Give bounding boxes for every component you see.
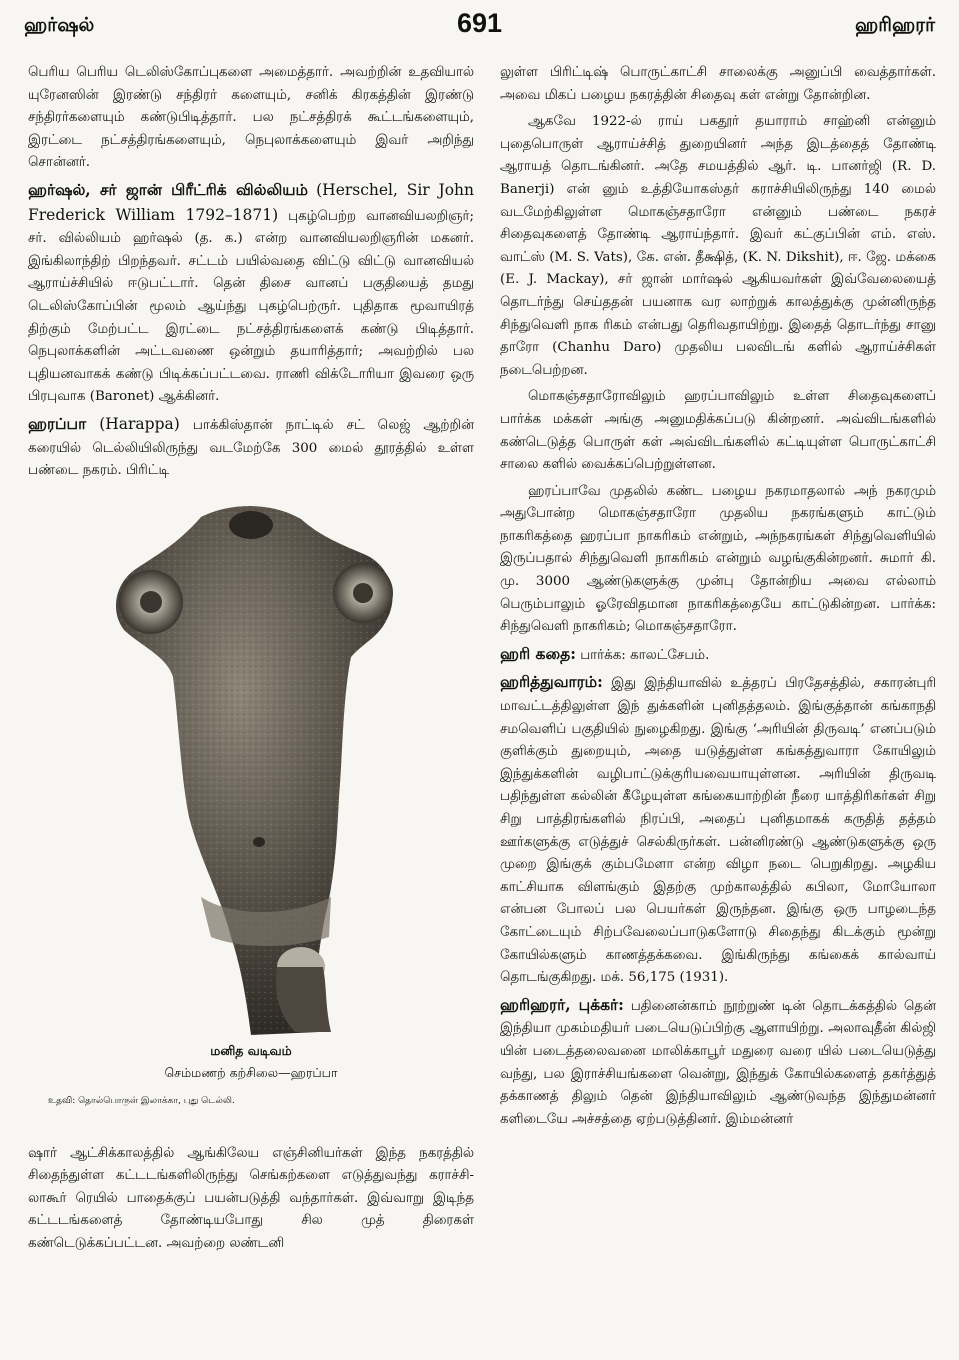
entry-herschel-john (28, 179, 474, 409)
running-head-right: ஹரிஹரர் (855, 14, 935, 36)
entry-headword: ஹரித்துவாரம்: (500, 672, 603, 692)
entry-body: பார்க்க: காலட்சேபம். (580, 647, 710, 663)
entry-body: இது இந்தியாவில் உத்தரப் பிரதேசத்தில், சகாரன்புரி மாவட்டத்திலுள்ள இந் துக்களின் புனிதத்தலம். இங்குத்தான் கங்காநதி சமவெளிப் பகுதியில் நுழைகிறது. இங்கு ‘அரியின் திருவடி’ எனப்படும் குளிக்கும் துறையும், அதை யடுத்துள்ள கங்கத்துவாரா கோயிலும் இந்துக்களின் வழிபாட்டுக்குரியவையாயுள்ளன. அரியின் திருவடி பதிந்துள்ள கல்லின் கீழேயுள்ள கங்கையாற்றின் நீரை யாத்திரிகர்கள் சிறு சிறு பாத்திரங்களில் நிரப்பி, அதைப் புனிதமாகக் கருதித் தத்தம் ஊர்களுக்கு எடுத்துச் செல்கிருர்கள். பன்னிரண்டு ஆண்டுகளுக்கு ஒரு முறை இங்குக் கும்பமேளா என்ற விழா நடை பெறுகிறது. அழகிய காட்சியாக விளங்கும் இதற்கு முற்காலத்தில் கபிலா, மோயோலா என்பன போலப் பல பெயர்கள் இருந்தன. இங்கு ஒரு பாழடைந்த கோட்டையும் சிற்பவேலைப்பாடுகளோடு சிதைந்து கிடக்கும் மூன்று கோயில்களும் காணத்தக்கவை. இங்கிருந்து கங்கைக் கால்வாய் தொடங்குகிறது. மக். 56,175 (1931). (500, 676, 936, 986)
right-column (500, 62, 936, 1135)
entry-headword: ஹரப்பா (28, 413, 87, 433)
page-number: 691 (456, 8, 503, 38)
figure-credit: உதவி: தொல்பொருள் இலாக்கா, புது டெல்லி. (48, 1095, 235, 1106)
entry-hari-kathai (500, 643, 936, 668)
harappa-visitors-paragraph: மொகஞ்சதாரோவிலும் ஹரப்பாவிலும் உள்ள சிதைவுகளைப் பார்க்க மக்கள் அங்கு அனுமதிக்கப்படு கின்றனர். அவ்விடங்களில் கண்டெடுத்த பொருள் கள் அவ்விடங்களில் கட்டியுள்ள பொருட்காட்சி சாலை களில் வைக்கப்பெற்றுள்ளன. (500, 389, 936, 473)
left-column (28, 62, 474, 1260)
entry-body: புகழ்பெற்ற வானவியலறிஞர்; சர். வில்லியம் ஹர்ஷல் (த. க.) என்ற வானவியலறிஞரின் மகனர். இங்கிலாந்திற் பிறந்தவர். சட்டம் பயில்வதை விட்டு விட்டு வானவியல் ஆராய்ச்சியில் ஈடுபட்டார். தென் திசை வானப் பகுதியைத் தமது டெலிஸ்கோப்பின் மூலம் ஆய்ந்து புகழ்பெற்ருர். புதிதாக மூவாயிரத் திற்கும் மேற்பட்ட இரட்டை நட்சத்திரங்களைக் கண்டு பிடித்தார். நெபுலாக்களின் அட்டவணை ஒன்றும் தயாரித்தார்; அவற்றில் பல புதியனவாகக் கண்டு பிடிக்கப்பட்டவை. ராணி விக்டோரியா இவரை ஒரு பிரபுவாக (Baronet) ஆக்கினர். (28, 208, 475, 405)
entry-harappa (28, 413, 474, 483)
entry-body: பாக்கிஸ்தான் நாட்டில் சட் லெஜ் ஆற்றின் கரையில் டெல்லியிலிருந்து வடமேற்கே 300 மைல் தூரத்தில் உள்ள பண்டை நகரம். பிரிட்டி (28, 417, 474, 479)
entry-haridwar (500, 671, 936, 989)
running-head (24, 8, 935, 48)
statue-photo (81, 497, 421, 1037)
entry-headword: ஹர்ஷல், சர் ஜான் பிரீட்ரிக் வில்லியம் (28, 179, 309, 199)
harappa-civilization-paragraph: ஹரப்பாவே முதலில் கண்ட பழைய நகரமாதலால் அந் நகரமும் அதுபோன்ற மொகஞ்சதாரோ முதலிய நகரங்களும் காட்டும் நாகரிகத்தை ஹரப்பா நாகரிகம் என்றும், அந்நகரங்கள் சிந்துவெளியில் இருப்பதால் சிந்துவெளி நாகரிகம் என்றும் வழங்குகின்றனர். சுமார் கி. மு. 3000 ஆண்டுகளுக்கு முன்பு தோன்றிய அவை எல்லாம் பெரும்பாலும் ஓரேவிதமான நாகரிகத்தையே காட்டுகின்றன. பார்க்க: சிந்துவெளி நாகரிகம்; மொகஞ்சதாரோ. (500, 483, 936, 635)
herschel-william-continuation: பெரிய பெரிய டெலிஸ்கோப்புகளை அமைத்தார். அவற்றின் உதவியால் யுரேனஸின் இரண்டு சந்திரர் களையும், சனிக் கிரகத்தின் இரண்டு சந்திரர்களையும் கண்டுபிடித்தார். பல நட்சத்திரக் கூட்டங்களையும், இரட்டை நட்சத்திரங்களையும், நெபுலாக்களையும் இவர் அறிந்து சொன்னர். (28, 65, 475, 171)
entry-latin-name: (Herschel, Sir John Frederick William 1792–1871) (28, 180, 474, 224)
harappa-excavation-paragraph: ஆகவே 1922-ல் ராய் பகதூர் தயாராம் சாஹ்னி என்னும் புதைபொருள் ஆராய்ச்சித் துறையினர் அந்த இடத்தைத் தோண்டி ஆராயத் தொடங்கினர். அதே சமயத்தில் ஆர். டி. பானர்ஜி (R. D. Banerji) என் னும் உத்தியோகஸ்தர் கராச்சியிலிருந்து 140 மைல் வடமேற்கிலுள்ள மொகஞ்சதாரோ என்னும் பண்டை நகரச் சிதைவுகளைத் தோண்டி ஆராய்ந்தார். இவர் கட்குப்பின் எம். எஸ். வாட்ஸ் (M. S. Vats), கே. என். தீக்ஷித், (K. N. Dikshit), ஈ. ஜே. மக்கை (E. J. Mackay), சர் ஜான் மார்ஷல் ஆகியவர்கள் இவ்வேலையைத் தொடர்ந்து செய்ததன் பயனாக வர லாற்றுக் காலத்துக்கு முன்னிருந்த சிந்துவெளி நாக ரிகம் என்பது தெரிவதாயிற்று. இதைத் தொடர்ந்து சானு தாரோ (Chanhu Daro) முதலிய பலவிடங் களில் ஆராய்ச்சிகள் நடைபெற்றன. (500, 114, 936, 378)
figure-caption-title: மனித வடிவம் (210, 1042, 292, 1058)
entry-headword: ஹரி கதை: (500, 643, 576, 663)
running-head-left: ஹர்ஷல் (24, 14, 95, 36)
entry-body: பதினைன்காம் நூற்றுண் டின் தொடக்கத்தில் தென் இந்தியா முகம்மதியர் படையெடுப்பிற்கு ஆளாயிற்று. அலாவுதீன் கில்ஜி யின் படைத்தலைவனை மாலிக்காபூர் மதுரை வரை யில் படையெடுத்து வந்து, பல இராச்சியங்களை வென்று, இந்துக் கோயில்களைத் தகர்த்துத் தக்காணத் திலும் தென் இந்தியாவிலும் ஆண்டுவந்த இந்துமன்னர் களிடையே அச்சத்தை ஏற்படுத்தினர். இம்மன்னர் (500, 998, 937, 1127)
entry-latin-name: (Harappa) (99, 414, 180, 433)
harappa-continuation: ஷார் ஆட்சிக்காலத்தில் ஆங்கிலேய எஞ்சினியர்கள் இந்த நகரத்தில் சிதைந்துள்ள கட்டடங்களிலிருந்து செங்கற்களை எடுத்துவந்து கராச்சி-லாகூர் ரெயில் பாதைக்குப் பயன்படுத்தி வந்தார்கள். இவ்வாறு இடிந்த கட்டடங்களைத் தோண்டியபோது சில முத் திரைகள் கண்டெடுக்கப்பட்டன. அவற்றை லண்டனி (28, 1145, 474, 1252)
figure-statue (28, 497, 474, 1109)
entry-headword: ஹரிஹரர், புக்கர்: (500, 994, 624, 1014)
harappa-continuation-right: லுள்ள பிரிட்டிஷ் பொருட்காட்சி சாலைக்கு அனுப்பி வைத்தார்கள். அவை மிகப் பழைய நகரத்தின் சிதைவு கள் என்று தோன்றின. (500, 65, 936, 103)
entry-harihara-bukka (500, 994, 936, 1132)
figure-caption-subtitle: செம்மணற் கற்சிலை—ஹரப்பா (164, 1064, 338, 1080)
